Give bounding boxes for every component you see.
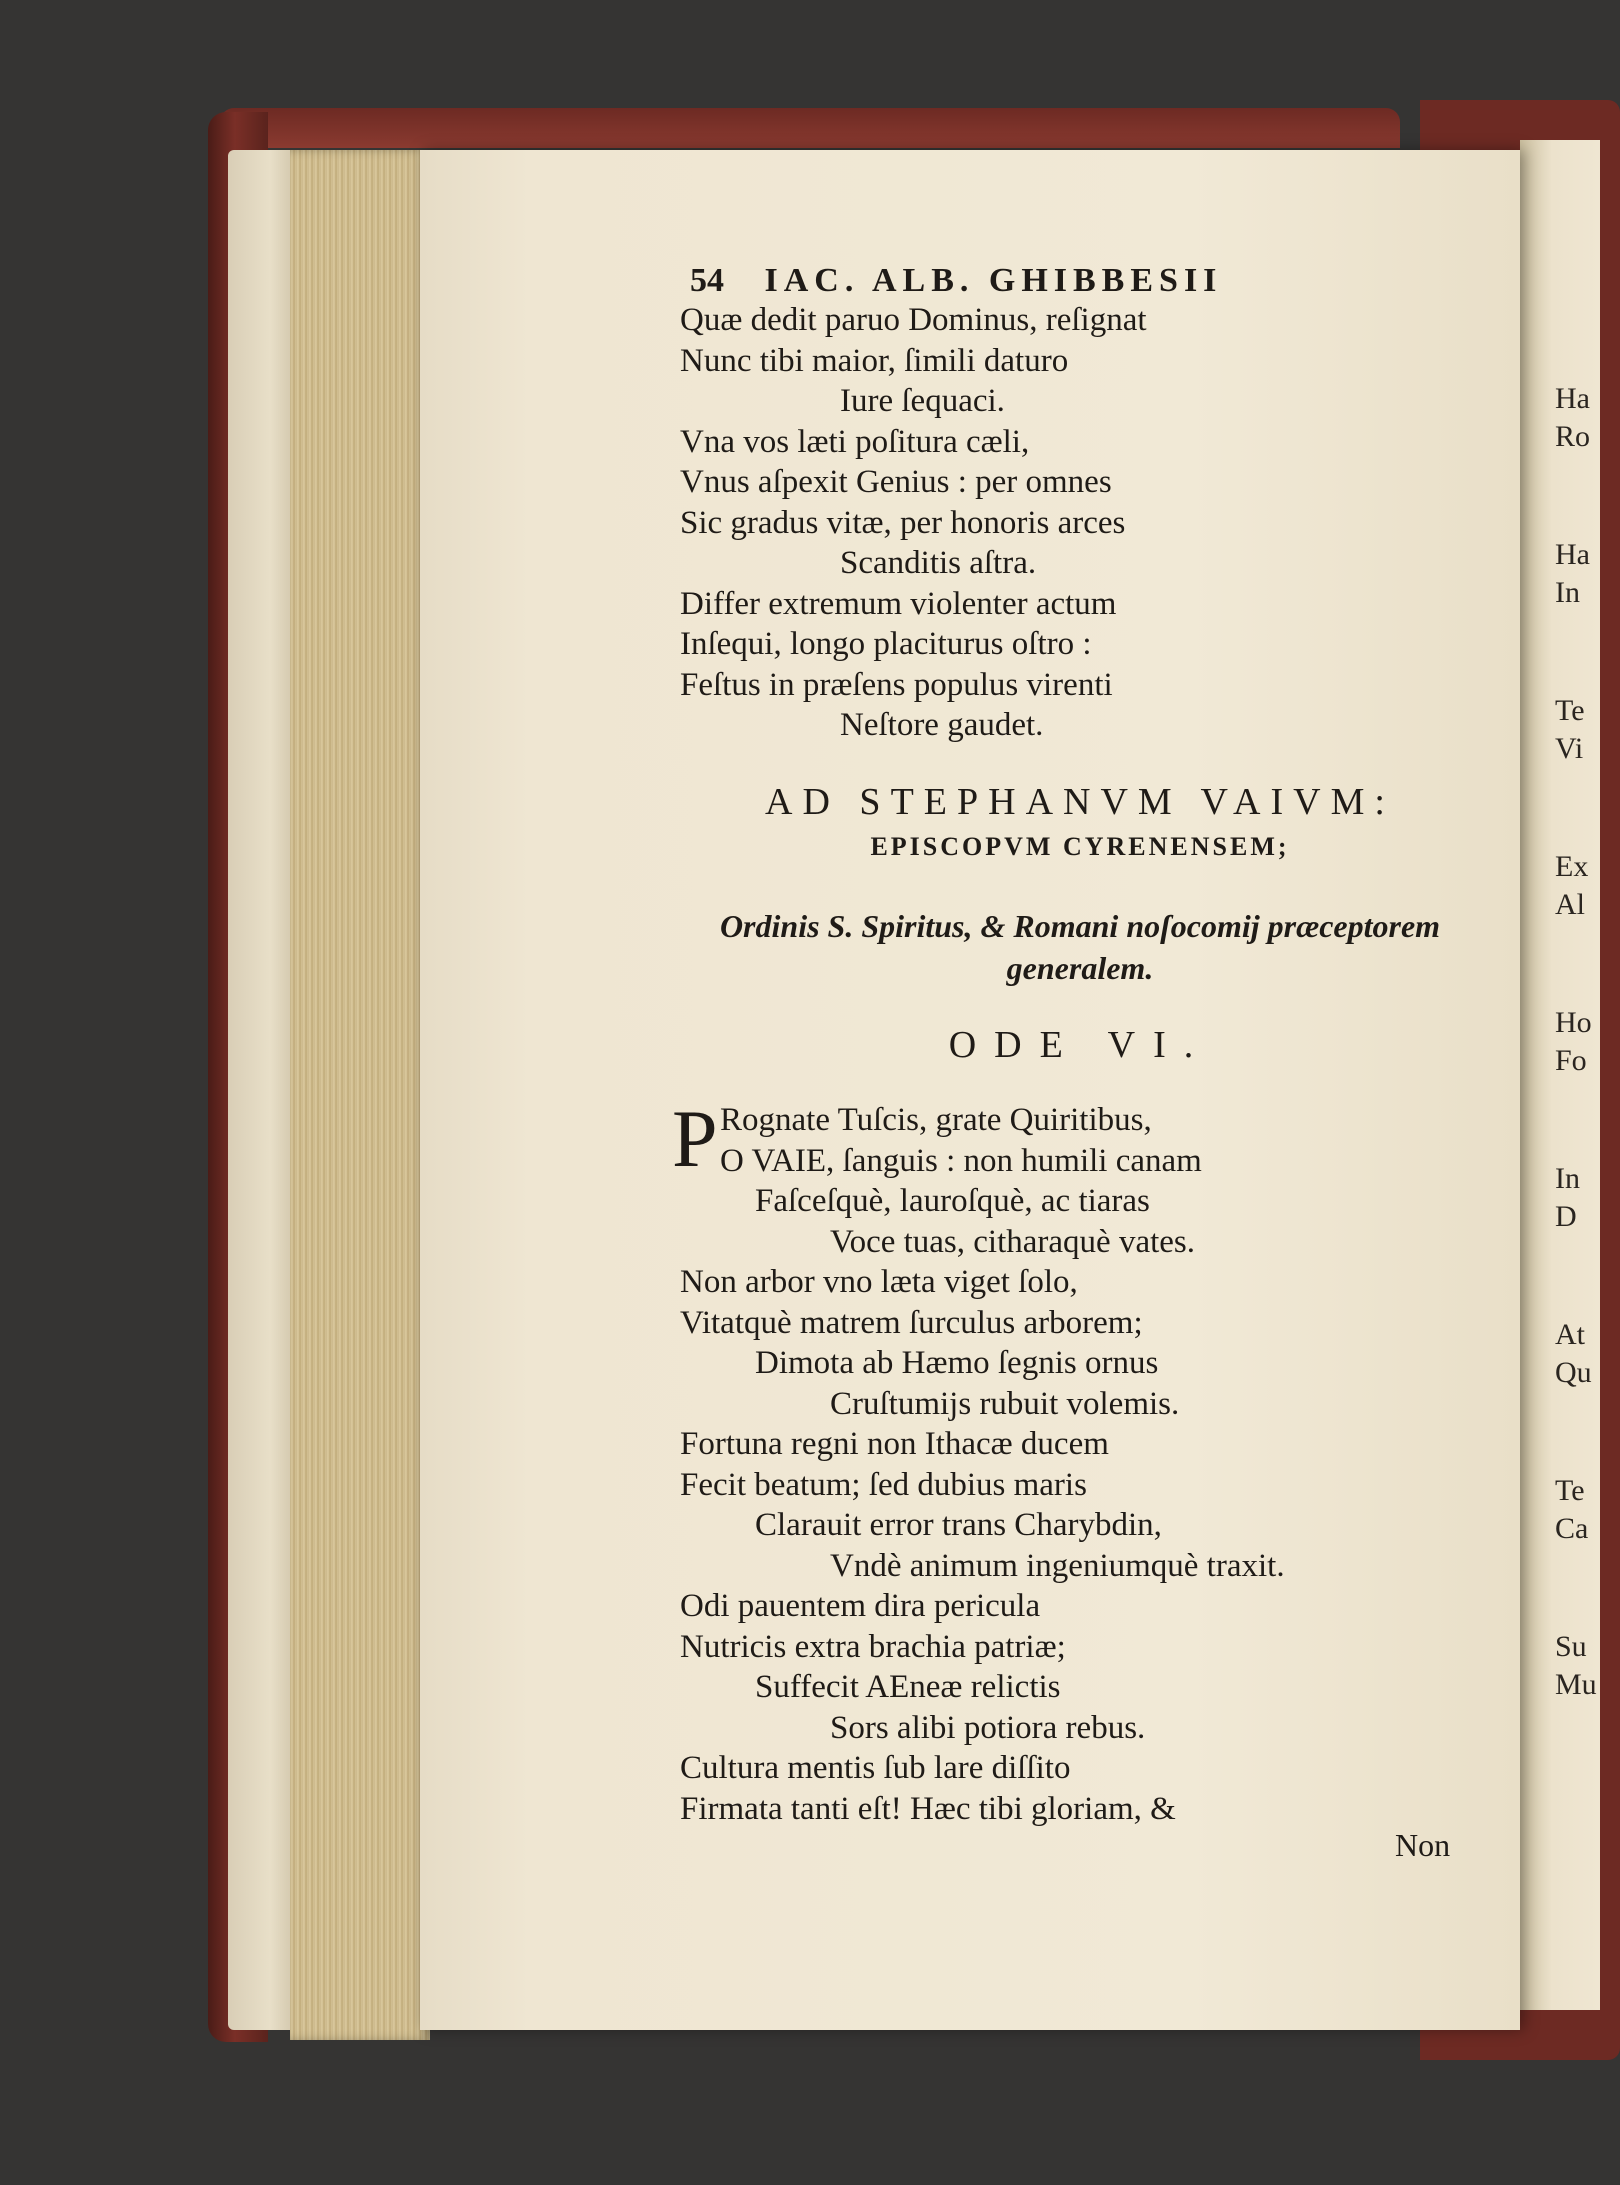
page-number: 54 (690, 262, 724, 299)
ode-title: AD STEPHANVM VAIVM: (765, 781, 1395, 823)
facing-line-pair (1555, 1628, 1595, 1704)
facing-line-fragment: Qu (1555, 1356, 1592, 1389)
facing-line-fragment: Fo (1555, 1044, 1587, 1077)
ode-verse-line: Clarauit error trans Charybdin, (755, 1507, 1162, 1543)
book-cover-top (220, 108, 1400, 148)
verse-line: Inſequi, longo placiturus oſtro : (680, 626, 1092, 662)
facing-line-pair (1555, 848, 1595, 924)
facing-line-fragment: Ro (1555, 420, 1591, 453)
drop-capital: P (672, 1093, 718, 1184)
running-head-title: IAC. ALB. GHIBBESII (764, 262, 1223, 299)
facing-line-fragment: In (1555, 1162, 1580, 1195)
page-edges (290, 150, 430, 2040)
catchword: Non (1395, 1827, 1451, 1863)
verse-line: Vnus aſpexit Genius : per omnes (680, 464, 1112, 500)
ode-verse-line: O VAIE, ſanguis : non humili canam (720, 1142, 1202, 1179)
ode-verse-line: Vitatquè matrem ſurculus arborem; (680, 1304, 1143, 1341)
facing-line-fragment: Mu (1555, 1668, 1597, 1701)
running-head (690, 262, 1370, 300)
facing-line-pair (1555, 1316, 1595, 1392)
verse-line: Iure ſequaci. (840, 383, 1005, 419)
ode-verse-line: Dimota ab Hæmo ſegnis ornus (755, 1345, 1159, 1381)
dedication-line-1: Ordinis S. Spiritus, & Romani noſocomij præceptorem (719, 908, 1441, 944)
facing-line-fragment: Vi (1555, 732, 1584, 765)
facing-line-fragment: Su (1555, 1630, 1587, 1663)
ode-verse-line: Vndè animum ingeniumquè traxit. (830, 1547, 1285, 1584)
verse-line: Vna vos læti poſitura cæli, (680, 423, 1030, 460)
facing-line-fragment: Ha (1555, 382, 1590, 415)
ode-verse-line: Voce tuas, citharaquè vates. (830, 1223, 1195, 1260)
verse-line: Sic gradus vitæ, per honoris arces (680, 504, 1126, 541)
ode-verses (680, 1100, 1400, 1829)
ode-dedication (680, 905, 1480, 989)
facing-line-fragment: Ca (1555, 1512, 1589, 1545)
verse-line: Differ extremum violenter actum (680, 585, 1117, 622)
ode-verse-line: Nutricis extra brachia patriæ; (680, 1628, 1066, 1665)
ode-verse-line: Sors alibi potiora rebus. (830, 1709, 1146, 1746)
verse-line: Scanditis aſtra. (840, 545, 1037, 581)
ode-verse-line: Non arbor vno læta viget ſolo, (680, 1264, 1078, 1300)
ode-verse-line: Firmata tanti eſt! Hæc tibi gloriam, & (680, 1790, 1176, 1827)
ode-verse-line: Cruſtumijs rubuit volemis. (830, 1385, 1180, 1422)
facing-line-fragment: D (1555, 1200, 1577, 1233)
fly-leaf (228, 150, 298, 2030)
verse-line: Nunc tibi maior, ſimili daturo (680, 342, 1069, 379)
ode-verse-line: Suffecit AEneæ relictis (755, 1669, 1061, 1705)
facing-line-fragment: Te (1555, 694, 1585, 727)
facing-page-text (1555, 380, 1595, 1784)
ode-verse-line: Fortuna regni non Ithacæ ducem (680, 1426, 1109, 1462)
facing-line-pair (1555, 1472, 1595, 1548)
ode-verse-line: Fecit beatum; ſed dubius maris (680, 1466, 1087, 1503)
facing-line-fragment: In (1555, 576, 1580, 609)
facing-line-fragment: Ho (1555, 1006, 1592, 1039)
preceding-stanzas (680, 300, 1400, 746)
facing-line-pair (1555, 536, 1595, 612)
verse-line: Neſtore gaudet. (840, 707, 1044, 743)
verse-line: Quæ dedit paruo Dominus, reſignat (680, 302, 1147, 338)
ode-verse-line: Odi pauentem dira pericula (680, 1588, 1041, 1624)
facing-line-pair (1555, 1004, 1595, 1080)
verse-line: Feſtus in præſens populus virenti (680, 666, 1113, 703)
ode-verse-line: Cultura mentis ſub lare diſſito (680, 1750, 1071, 1786)
facing-line-fragment: Ex (1555, 850, 1589, 883)
facing-line-fragment: Te (1555, 1474, 1585, 1507)
facing-line-pair (1555, 1160, 1595, 1236)
facing-line-pair (1555, 692, 1595, 768)
ode-verse-line: Faſceſquè, lauroſquè, ac tiaras (755, 1183, 1150, 1219)
facing-line-fragment: Al (1555, 888, 1585, 921)
facing-line-fragment: Ha (1555, 538, 1590, 571)
dedication-line-2: generalem. (1006, 950, 1154, 986)
ode-subtitle: EPISCOPVM CYRENENSEM; (870, 832, 1290, 861)
ode-verse-line: Rognate Tuſcis, grate Quiritibus, (720, 1102, 1152, 1138)
ode-number: ODE VI. (948, 1024, 1212, 1066)
facing-line-fragment: At (1555, 1318, 1585, 1351)
facing-line-pair (1555, 380, 1595, 456)
